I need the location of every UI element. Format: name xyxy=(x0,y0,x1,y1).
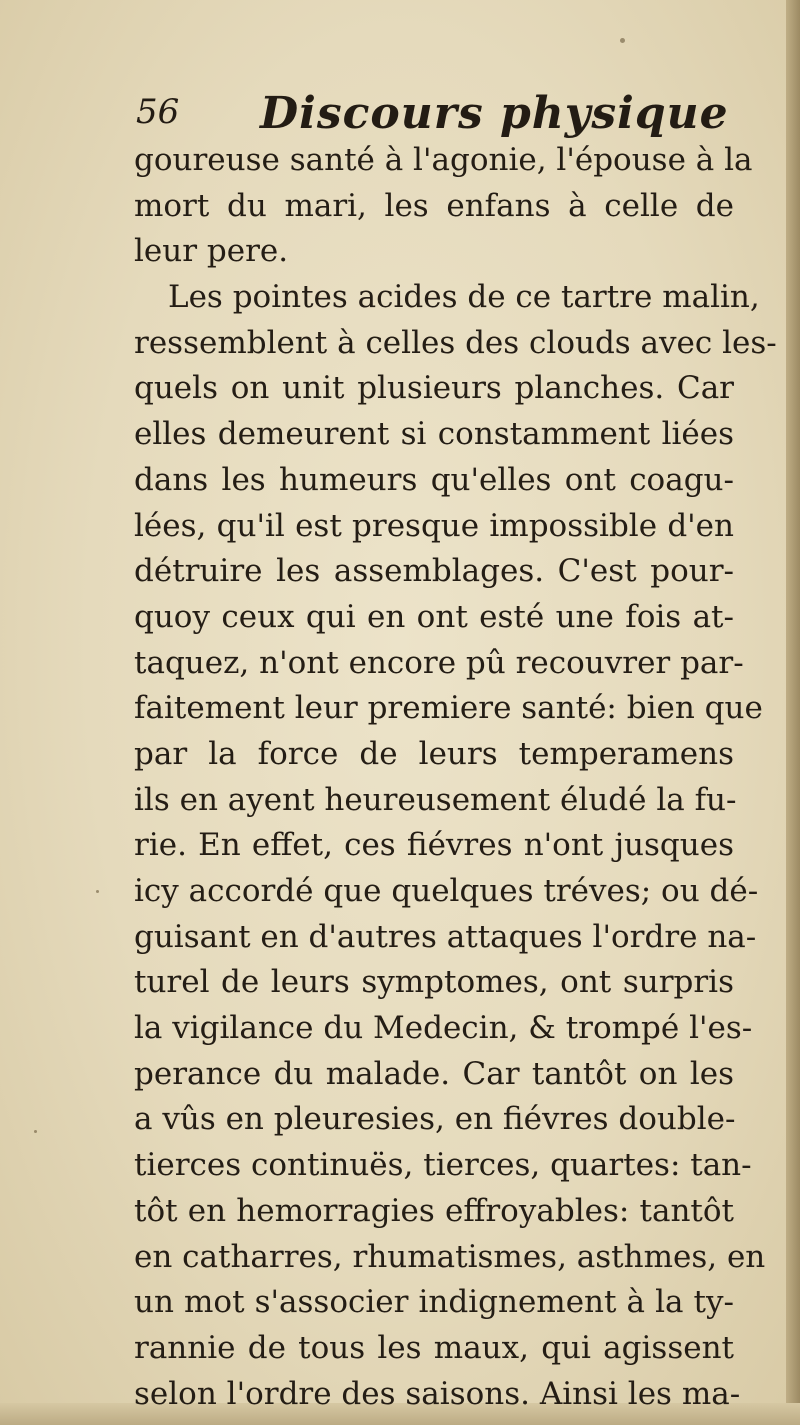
text-line: ressemblent à celles des clouds avec les- xyxy=(134,324,777,361)
text-line: un mot s'associer indignement à la ty- xyxy=(134,1284,734,1321)
text-line: goureuse santé à l'agonie, l'épouse à la xyxy=(134,142,753,178)
text-line: par la force de leurs temperamens xyxy=(134,735,734,772)
text-line: tierces continuës, tierces, quartes: tan- xyxy=(134,1147,752,1184)
page-number: 56 xyxy=(136,92,180,132)
body-text xyxy=(134,138,777,1417)
paragraph-start-line: Les pointes acides de ce tartre malin, xyxy=(168,279,760,316)
text-line: détruire les assemblages. C'est pour- xyxy=(134,553,734,590)
text-line: rie. En effet, ces fiévres n'ont jusques xyxy=(134,827,734,864)
text-line: icy accordé que quelques tréves; ou dé- xyxy=(134,873,759,909)
text-line: perance du malade. Car tantôt on les xyxy=(134,1055,734,1092)
text-line: ils en ayent heureusement éludé la fu- xyxy=(134,781,737,818)
text-line: a vûs en pleuresies, en fiévres double- xyxy=(134,1101,736,1138)
running-title: Discours physique xyxy=(260,88,729,139)
text-line: turel de leurs symptomes, ont surpris xyxy=(134,964,734,1001)
text-line: tôt en hemorragies effroyables: tantôt xyxy=(134,1192,734,1229)
text-line: selon l'ordre des saisons. Ainsi les ma- xyxy=(134,1375,741,1412)
text-line: la vigilance du Medecin, & trompé l'es- xyxy=(134,1010,753,1047)
text-line: leur pere. xyxy=(134,233,289,270)
page-header xyxy=(136,88,736,140)
page-edge-shadow xyxy=(786,0,800,1425)
text-line: elles demeurent si constamment liées xyxy=(134,416,734,453)
text-line: lées, qu'il est presque impossible d'en xyxy=(134,507,734,544)
text-line: rannie de tous les maux, qui agissent xyxy=(134,1329,734,1366)
text-line: faitement leur premiere santé: bien que xyxy=(134,690,763,727)
text-line: quels on unit plusieurs planches. Car xyxy=(134,370,734,407)
text-line: mort du mari, les enfans à celle de xyxy=(134,187,734,224)
paper-speck xyxy=(96,890,99,893)
paper-speck xyxy=(620,38,625,43)
text-line: quoy ceux qui en ont esté une fois at- xyxy=(134,598,734,635)
text-line: taquez, n'ont encore pû recouvrer par- xyxy=(134,644,744,681)
text-line: en catharres, rhumatismes, asthmes, en xyxy=(134,1238,766,1275)
text-line: dans les humeurs qu'elles ont coagu- xyxy=(134,461,734,498)
paper-speck xyxy=(34,1130,37,1133)
text-line: guisant en d'autres attaques l'ordre na- xyxy=(134,918,757,955)
